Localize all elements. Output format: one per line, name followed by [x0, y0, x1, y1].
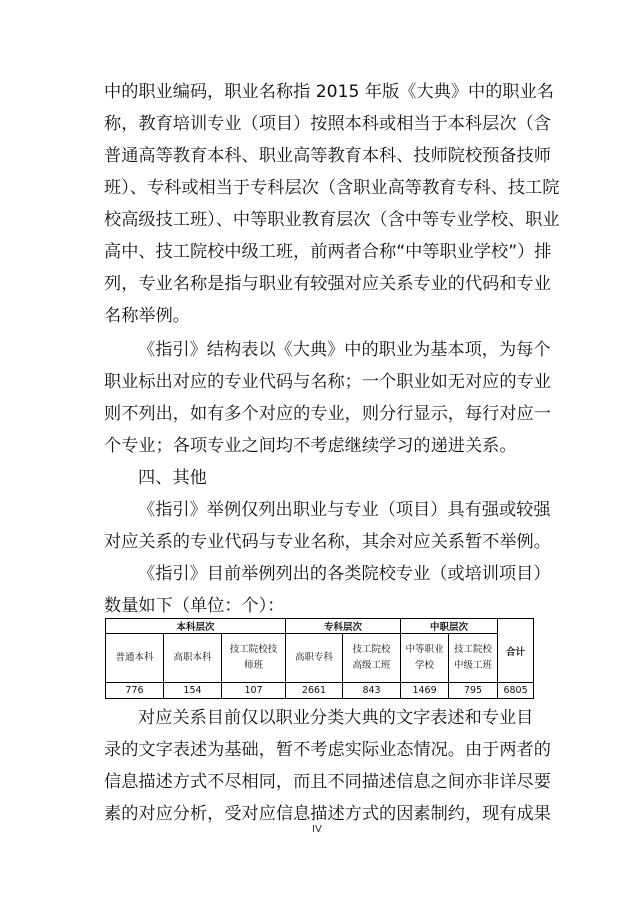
text-line: 《指引》结构表以《大典》中的职业为基本项，为每个 [138, 340, 551, 360]
text-line: 《指引》举例仅列出职业与专业（项目）具有强或较强 [138, 500, 551, 520]
group-header: 中职层次 [401, 619, 498, 634]
paragraph-limitations [104, 702, 551, 830]
table-header-row [106, 634, 534, 683]
paragraph-other [104, 494, 551, 558]
text-line: 个专业；各项专业之间均不考虑继续学习的递进关系。 [104, 436, 517, 456]
group-header: 本科层次 [106, 619, 286, 634]
text-line: 普通高等教育本科、职业高等教育本科、技师院校预备技师 [104, 146, 551, 166]
heading-text: 四、其他 [138, 468, 207, 488]
text-line: 校高级技工班）、中等职业教育层次（含中等专业学校、职业 [104, 210, 560, 230]
table-row [106, 683, 534, 699]
table-cell: 2661 [286, 683, 343, 699]
table-cell: 6805 [498, 683, 534, 699]
text-line: 素的对应分析，受对应信息描述方式的因素制约，现有成果 [104, 804, 551, 824]
column-header: 中等职业 学校 [401, 634, 449, 683]
text-line: 职业标出对应的专业代码与名称；一个职业如无对应的专业 [104, 372, 551, 392]
table-cell: 795 [449, 683, 498, 699]
column-header: 技工院校 高级工班 [343, 634, 401, 683]
text-line: 《指引》目前举例列出的各类院校专业（或培训项目） [138, 564, 551, 584]
text-line: 对应关系的专业代码与专业名称，其余对应关系暂不举例。 [104, 532, 551, 552]
program-count-table [105, 618, 534, 699]
text-line: 称，教育培训专业（项目）按照本科或相当于本科层次（含 [104, 114, 551, 134]
total-header: 合计 [498, 619, 534, 683]
group-header: 专科层次 [286, 619, 401, 634]
page-number: IV [312, 824, 322, 835]
column-header: 高职本科 [164, 634, 222, 683]
text-line: 高中、技工院校中级工班，前两者合称“中等职业学校”）排 [104, 242, 552, 262]
paragraph-counts [104, 558, 551, 622]
table-cell: 1469 [401, 683, 449, 699]
column-header: 普通本科 [106, 634, 164, 683]
column-header: 技工院校技 师班 [222, 634, 286, 683]
text-line: 中的职业编码，职业名称指 2015 年版《大典》中的职业名 [104, 82, 554, 102]
text-line: 信息描述方式不尽相同，而且不同描述信息之间亦非详尽要 [104, 772, 551, 792]
table-cell: 843 [343, 683, 401, 699]
column-header: 高职专科 [286, 634, 343, 683]
text-line: 数量如下（单位：个）： [104, 596, 285, 616]
text-line: 录的文字表述为基础，暂不考虑实际业态情况。由于两者的 [104, 740, 551, 760]
column-header: 技工院校 中级工班 [449, 634, 498, 683]
table-cell: 154 [164, 683, 222, 699]
text-line: 班）、专科或相当于专科层次（含职业高等教育专科、技工院 [104, 178, 560, 198]
text-line: 列，专业名称是指与职业有较强对应关系专业的代码和专业 [104, 274, 551, 294]
paragraph-definitions [104, 76, 560, 332]
table-cell: 776 [106, 683, 164, 699]
table-group-row [106, 619, 534, 634]
paragraph-structure [104, 334, 551, 462]
table-cell: 107 [222, 683, 286, 699]
text-line: 名称举例。 [104, 306, 190, 326]
text-line: 则不列出，如有多个对应的专业，则分行显示，每行对应一 [104, 404, 551, 424]
section-heading [104, 462, 544, 494]
text-line: 对应关系目前仅以职业分类大典的文字表述和专业目 [138, 708, 534, 728]
